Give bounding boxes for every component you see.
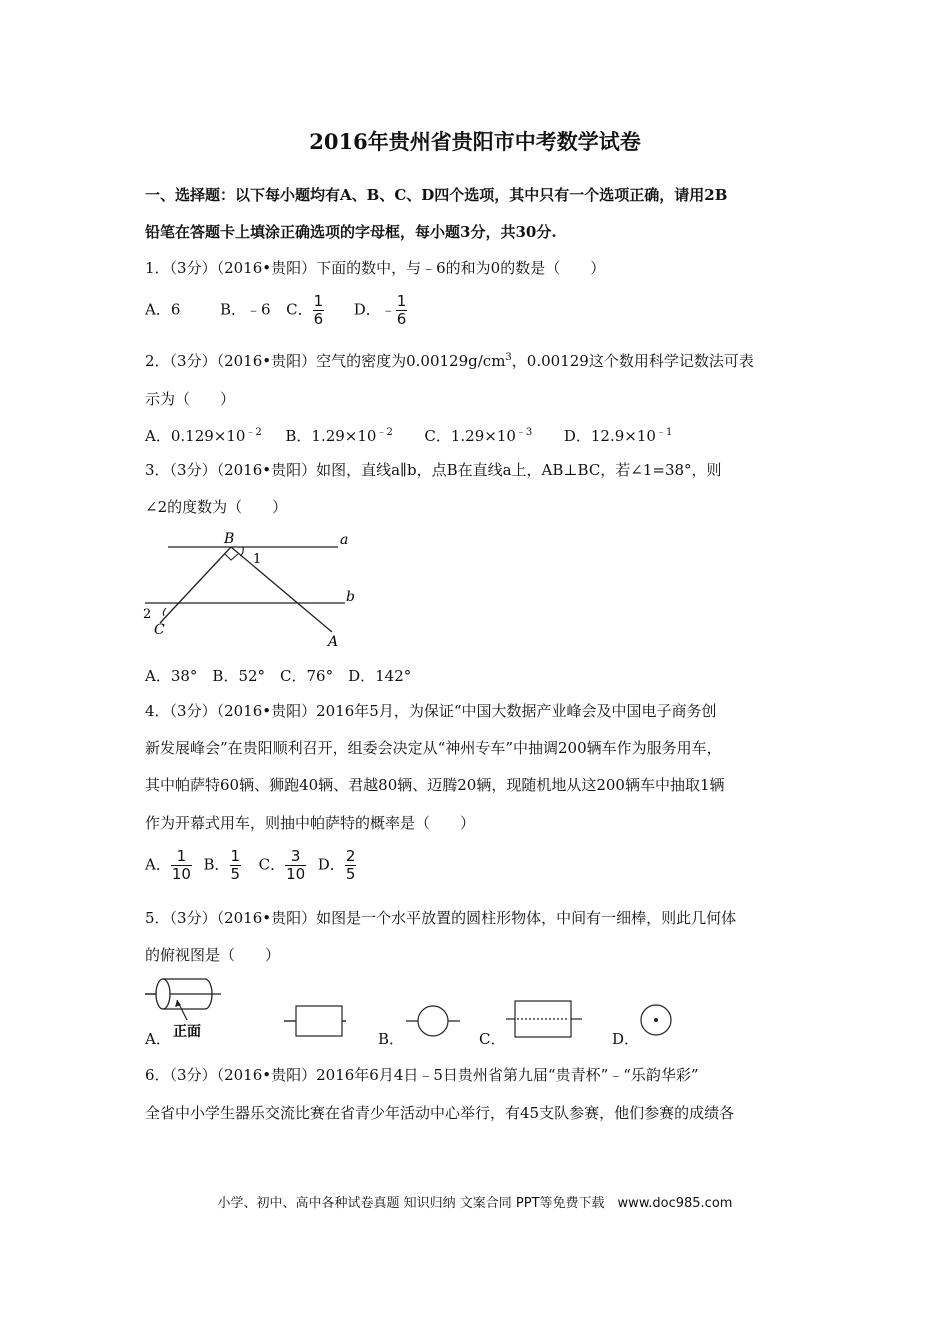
q2-option-b: B．$1.29\times 10^{﹣2}$ xyxy=(285,427,393,445)
q4-stem-line2: 新发展峰会”在贵阳顺利召开，组委会决定从“神州专车”中抽调200辆车作为服务用车， xyxy=(145,739,722,757)
q2-option-d: D．$12.9\times 10^{﹣1}$ xyxy=(563,427,673,445)
q3-options: A．38° B．52° C．76° D．142° xyxy=(145,667,412,685)
q2-option-a: A．$0.129\times 10^{﹣2}$ xyxy=(145,427,262,445)
q4-options xyxy=(145,848,356,883)
q1-option-a: A．6 xyxy=(145,300,181,319)
label-line-a: a xyxy=(340,532,349,548)
fraction-denominator: 6 xyxy=(313,310,324,328)
q2-option-c: C．$1.29\times 10^{﹣3}$ xyxy=(424,427,533,445)
q4-option-a-label: A． xyxy=(145,855,171,874)
angle-2-arc xyxy=(163,608,166,616)
label-point-c: C xyxy=(154,622,165,638)
fraction-numerator: 1 xyxy=(171,848,192,866)
q2-stem-part2: ，0.00129这个数用科学记数法可表 xyxy=(511,352,754,370)
page-footer: 小学、初中、高中各种试卷真题 知识归纳 文案合同 PPT等免费下载 www.doc985.com xyxy=(217,1196,733,1211)
q5-stem-line2: 的俯视图是（ ） xyxy=(145,946,281,964)
fraction-numerator: 2 xyxy=(345,847,356,865)
q4-option-d-label: D． xyxy=(317,855,345,874)
q1-option-d-fraction xyxy=(396,293,408,328)
fraction-denominator: 5 xyxy=(345,865,356,883)
q5-stem-line1: 5．（3分）（2016•贵阳）如图是一个水平放置的圆柱形物体，中间有一细棒，则此几何体 xyxy=(145,909,737,927)
label-point-b: B xyxy=(224,531,235,547)
label-angle-2: 2 xyxy=(143,607,152,622)
q3-stem-line1: 3．（3分）（2016•贵阳）如图，直线a∥b，点B在直线a上，AB⊥BC，若∠1=38°，则 xyxy=(145,461,722,479)
label-line-b: b xyxy=(346,589,355,605)
q4-stem-line4: 作为开幕式用车，则抽中帕萨特的概率是（ ） xyxy=(145,814,476,832)
fraction-numerator: 1 xyxy=(230,847,241,865)
q4-option-d-fraction xyxy=(345,848,357,883)
cylinder-left-face xyxy=(156,979,170,1009)
segment-bc xyxy=(160,547,231,623)
q4-stem-line3: 其中帕萨特60辆、狮跑40辆、君越80辆、迈腾20辆，现随机地从这200辆车中抽取1辆 xyxy=(145,776,725,794)
q1-option-c-fraction xyxy=(313,293,325,328)
fraction-denominator: 5 xyxy=(230,865,241,883)
q2-options xyxy=(145,423,672,446)
right-angle-mark xyxy=(225,554,238,560)
exam-title: 2016年贵州省贵阳市中考数学试卷 xyxy=(309,129,641,154)
q5-option-a-label: A． xyxy=(145,1030,171,1048)
q4-option-a-fraction xyxy=(171,848,192,883)
q4-option-c-label: C． xyxy=(258,855,286,874)
q5-option-c-label: C． xyxy=(479,1030,506,1048)
fraction-denominator: 10 xyxy=(286,865,306,883)
label-point-a: A xyxy=(328,634,339,650)
q1-option-b: B．﹣6 xyxy=(219,300,271,319)
q1-option-d-label: D．﹣ xyxy=(353,300,396,319)
q6-stem-line1: 6．（3分）（2016•贵阳）2016年6月4日﹣5日贵州省第九届“贵青杯”﹣“乐韵华彩” xyxy=(145,1066,699,1084)
fraction-denominator: 10 xyxy=(171,865,191,883)
q2-stem-line1 xyxy=(145,350,754,371)
q1-options xyxy=(145,293,407,328)
section-instruction-line1: 一、选择题：以下每小题均有A、B、C、D四个选项，其中只有一个选项正确，请用2B xyxy=(145,186,728,204)
front-label: 正面 xyxy=(173,1024,201,1040)
q1-stem: 1．（3分）（2016•贵阳）下面的数中，与﹣6的和为0的数是（ ） xyxy=(145,259,606,277)
q6-stem-line2: 全省中小学生器乐交流比赛在省青少年活动中心举行，有45支队参赛，他们参赛的成绩各 xyxy=(145,1104,735,1122)
q5-option-b-label: B． xyxy=(378,1030,405,1048)
q5-option-c-figure xyxy=(504,999,584,1039)
q4-option-c-fraction xyxy=(285,848,306,883)
q5-option-b-figure xyxy=(404,1004,462,1038)
fraction-denominator: 6 xyxy=(396,310,407,328)
q4-option-b-label: B． xyxy=(203,855,230,874)
q3-stem-line2: ∠2的度数为（ ） xyxy=(145,498,288,516)
q2-stem-line2: 示为（ ） xyxy=(145,390,236,408)
fraction-numerator: 1 xyxy=(396,292,407,310)
q2-stem-part1: 2．（3分）（2016•贵阳）空气的密度为0.00129g/cm xyxy=(145,352,506,370)
q5-option-a-figure xyxy=(282,1002,348,1038)
q4-stem-line1: 4．（3分）（2016•贵阳）2016年5月，为保证“中国大数据产业峰会及中国电子商务创 xyxy=(145,702,717,720)
section-instruction-line2: 铅笔在答题卡上填涂正确选项的字母框，每小题3分，共30分. xyxy=(145,223,557,241)
q4-option-b-fraction xyxy=(230,848,242,883)
q5-option-d-figure xyxy=(638,1002,674,1038)
segment-ba xyxy=(231,547,332,632)
fraction-numerator: 1 xyxy=(313,292,324,310)
q1-option-c-label: C． xyxy=(286,300,313,319)
fraction-numerator: 3 xyxy=(285,848,306,866)
q5-option-d-label: D． xyxy=(612,1030,640,1048)
label-angle-1: 1 xyxy=(253,552,262,567)
q2-stem-superscript: 3 xyxy=(505,352,512,363)
q3-parallel-lines-figure xyxy=(140,528,370,650)
